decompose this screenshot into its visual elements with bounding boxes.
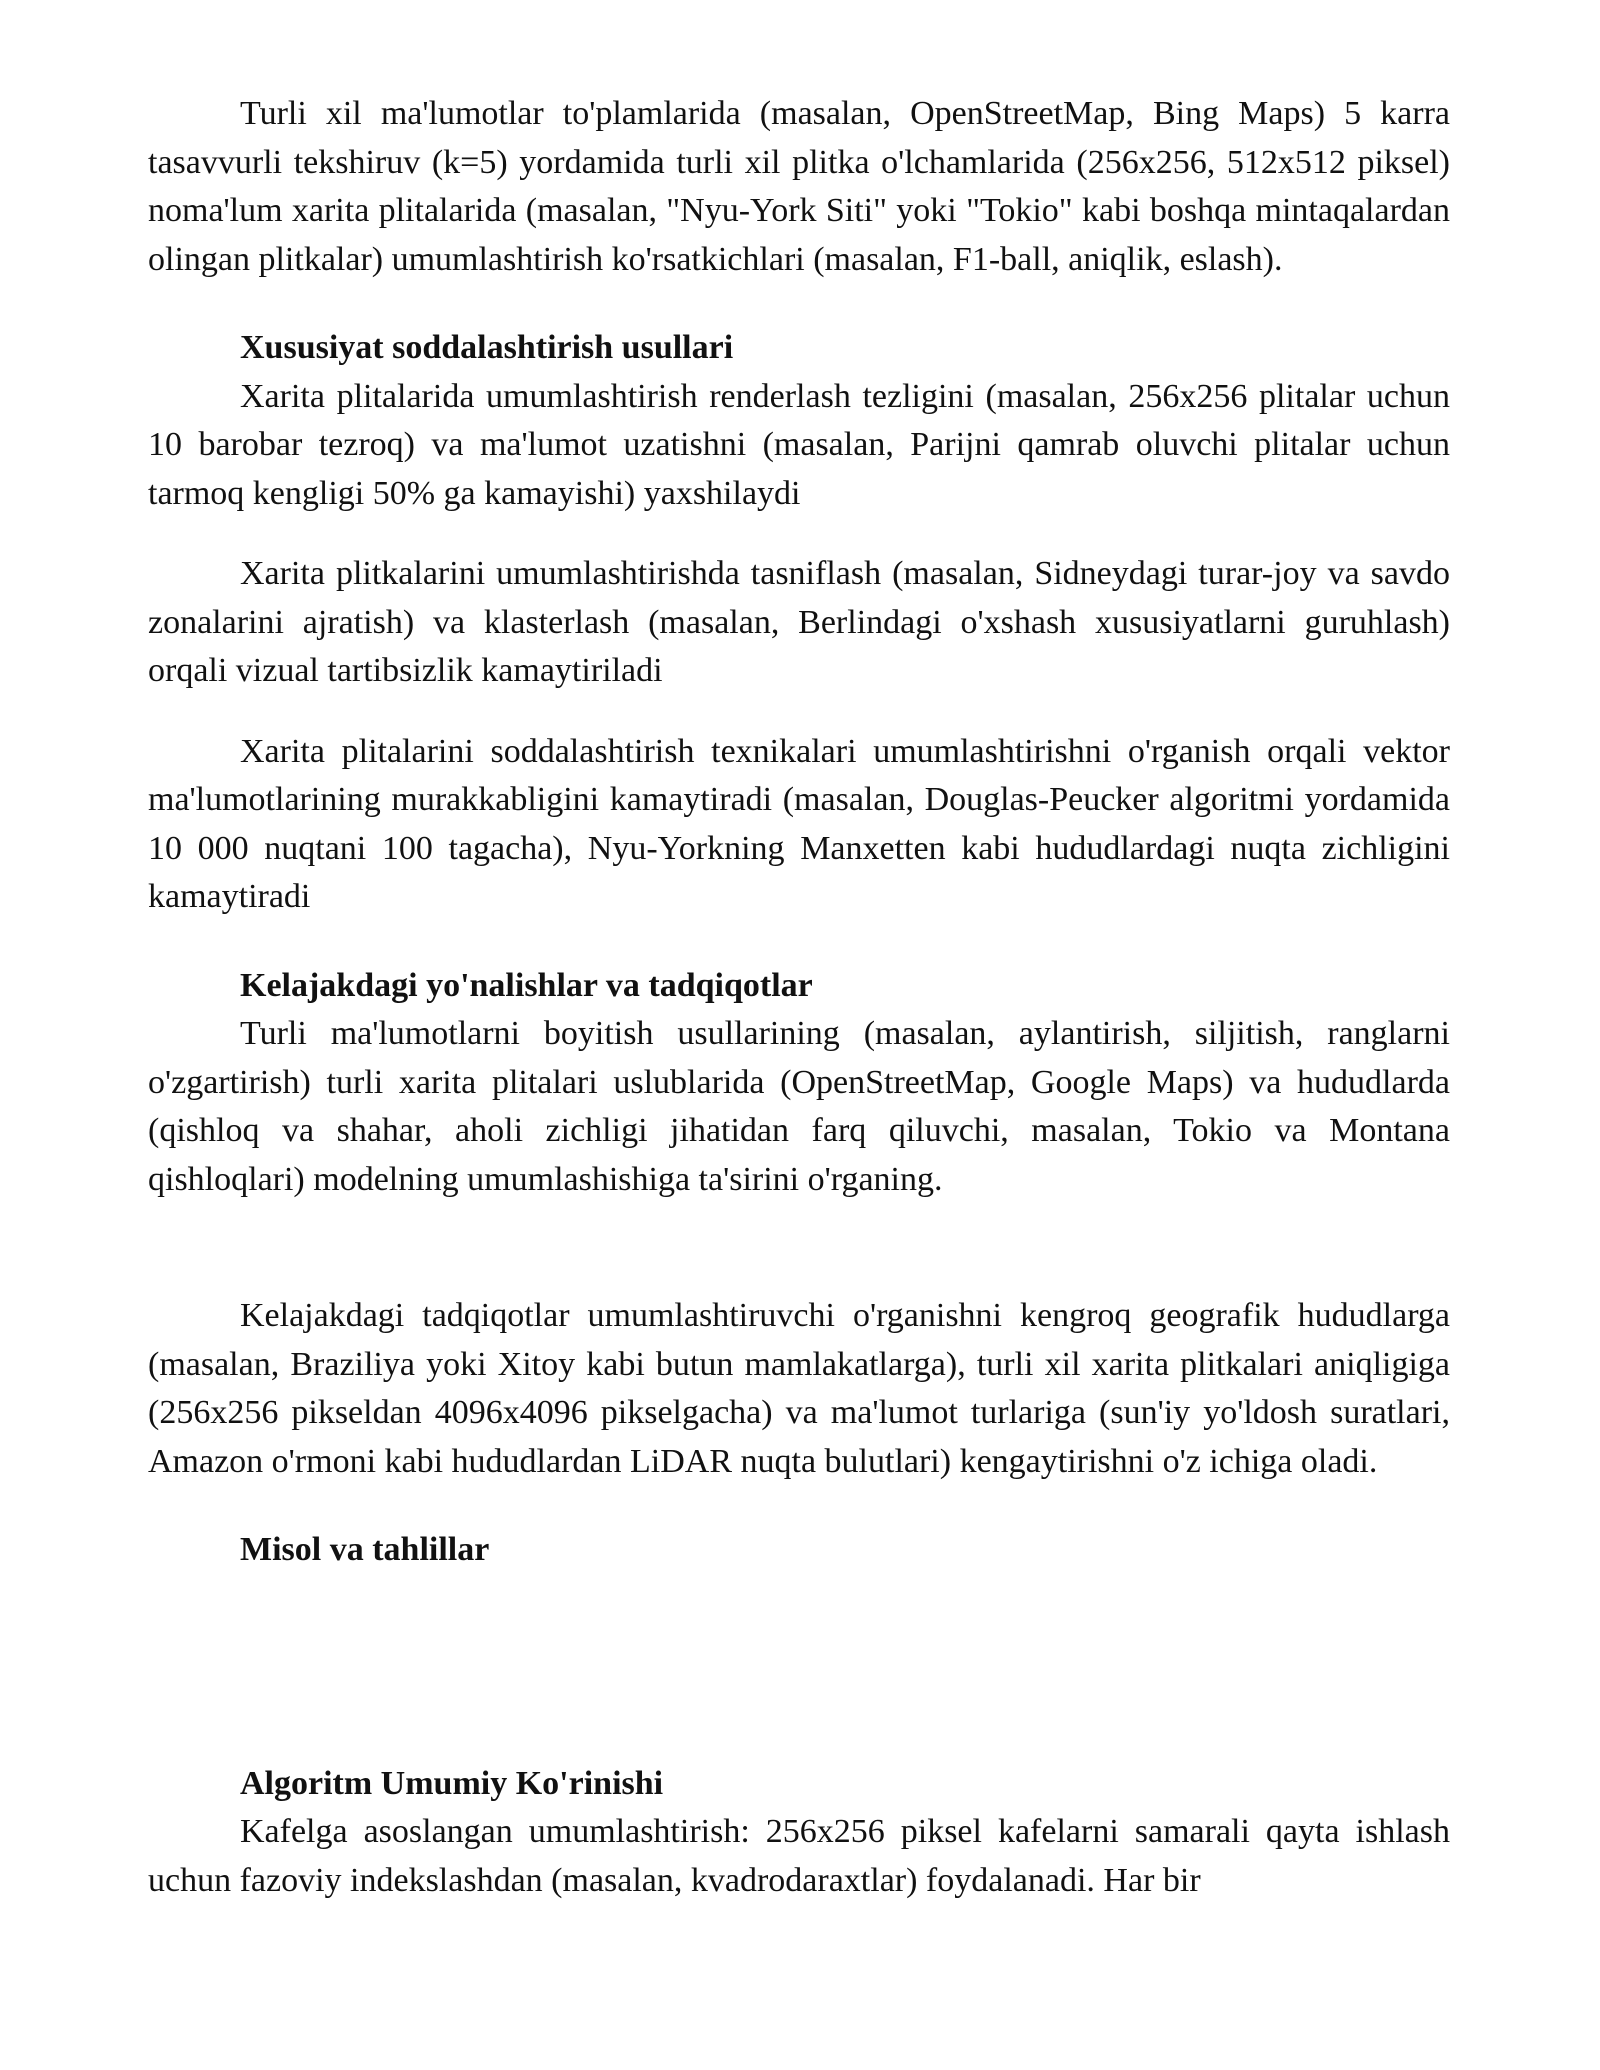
paragraph-classification-clustering: Xarita plitkalarini umumlashtirishda tasniflash (masalan, Sidneydagi turar-joy va savdo zonalarini ajratish) va klasterlash (masalan, Berlindagi o'xshash xususiyatlarni guruhlash) orqali vizual tartibsizlik kamaytiriladi (148, 555, 1450, 689)
document-page (148, 90, 1450, 1905)
paragraph-data-augmentation: Turli ma'lumotlarni boyitish usullarining (masalan, aylantirish, siljitish, ranglarni o'zgartirish) turli xarita plitalari uslublarida (OpenStreetMap, Google Maps) va hududlarda (qishloq va shahar, aholi zichligi jihatidan farq qiluvchi, masalan, Tokio va Montana qishloqlari) modelning umumlashishiga ta'sirini o'rganing. (148, 1015, 1450, 1198)
paragraph-cross-validation: Turli xil ma'lumotlar to'plamlarida (masalan, OpenStreetMap, Bing Maps) 5 karra tasavvurli tekshiruv (k=5) yordamida turli xil plitka o'lchamlarida (256x256, 512x512 piksel) noma'lum xarita plitalarida (masalan, "Nyu-York Siti" yoki "Tokio" kabi boshqa mintaqalardan olingan plitkalar) umumlashtirish ko'rsatkichlari (masalan, F1-ball, aniqlik, eslash). (148, 95, 1450, 278)
paragraph-rendering-speed: Xarita plitalarida umumlashtirish renderlash tezligini (masalan, 256x256 plitalar uchun 10 barobar tezroq) va ma'lumot uzatishni (masalan, Parijni qamrab oluvchi plitalar uchun tarmoq kengligi 50% ga kamayishi) yaxshilaydi (148, 377, 1450, 512)
paragraph-simplification-techniques: Xarita plitalarini soddalashtirish texnikalari umumlashtirishni o'rganish orqali vektor ma'lumotlarining murakkabligini kamaytiradi (masalan, Douglas-Peucker algoritmi yordamida 10 000 nuqtani 100 tagacha), Nyu-Yorkning Manxetten kabi hududlardagi nuqta zichligini kamaytiradi (148, 732, 1450, 915)
heading-algorithm-overview: Algoritm Umumiy Ko'rinishi (240, 1764, 664, 1802)
paragraph-future-research: Kelajakdagi tadqiqotlar umumlashtiruvchi o'rganishni kengroq geografik hududlarga (masalan, Braziliya yoki Xitoy kabi butun mamlakatlarga), turli xil xarita plitkalari aniqligiga (256x256 pikseldan 4096x4096 pikselgacha) va ma'lumot turlariga (sun'iy yo'ldosh suratlari, Amazon o'rmoni kabi hududlardan LiDAR nuqta bulutlari) kengaytirishni o'z ichiga oladi. (148, 1297, 1450, 1480)
heading-feature-simplification: Xususiyat soddalashtirish usullari (240, 329, 734, 366)
heading-examples-analysis: Misol va tahlillar (240, 1531, 490, 1568)
heading-future-directions: Kelajakdagi yo'nalishlar va tadqiqotlar (240, 966, 813, 1004)
paragraph-tile-based-generalization: Kafelga asoslangan umumlashtirish: 256x256 piksel kafelarni samarali qayta ishlash uchun fazoviy indekslashdan (masalan, kvadrodaraxtlar) foydalanadi. Har bir (148, 1813, 1450, 1899)
